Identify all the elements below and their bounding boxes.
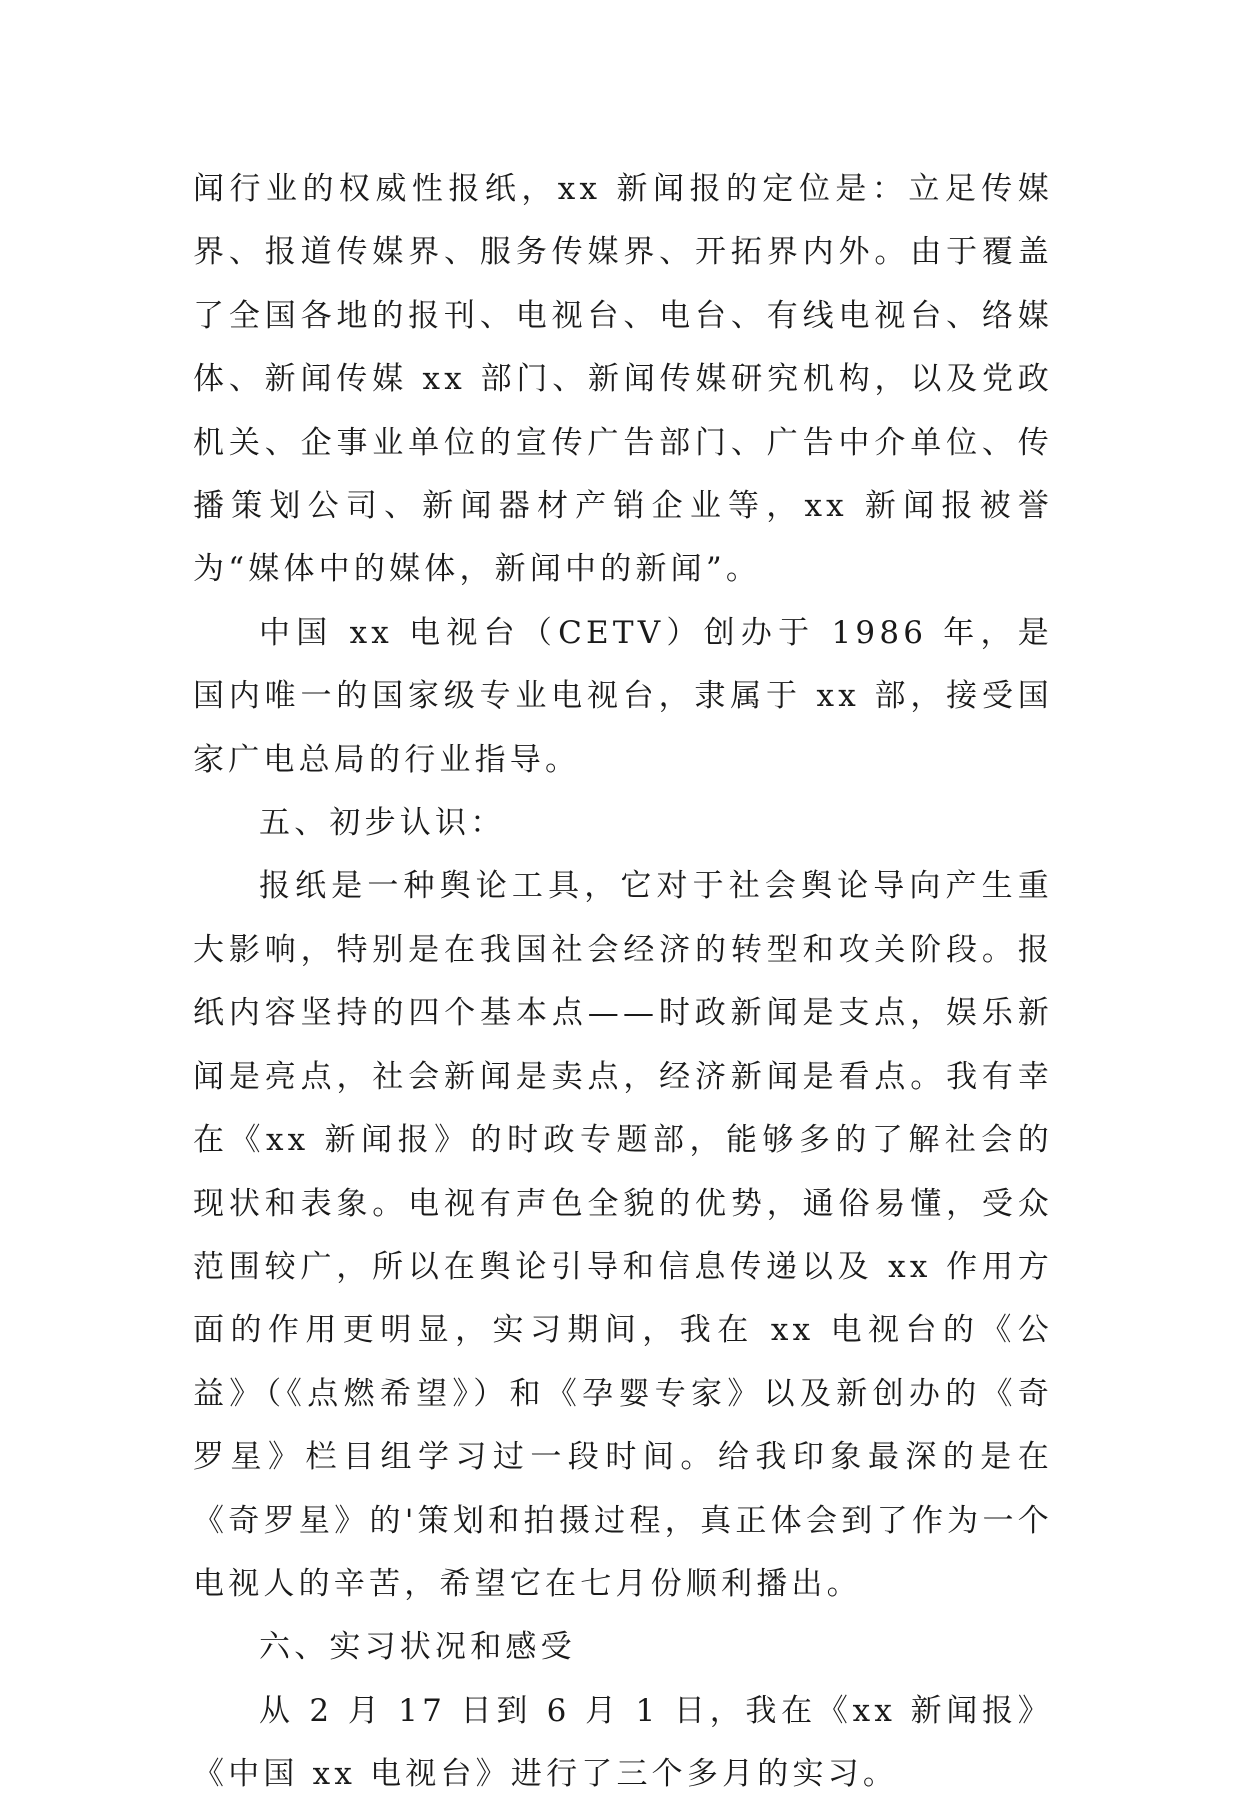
document-body — [193, 158, 1053, 1807]
paragraph-media-newspaper-intro: 闻行业的权威性报纸，xx 新闻报的定位是：立足传媒界、报道传媒界、服务传媒界、开拓界内外。由于覆盖了全国各地的报刊、电视台、电台、有线电视台、络媒体、新闻传媒 xx 部门、新闻传媒研究机构，以及党政机关、企事业单位的宣传广告部门、广告中介单位、传播策划公司、新闻器材产销企业等，xx 新闻报被誉为“媒体中的媒体，新闻中的新闻”。 — [193, 171, 1053, 588]
paragraph-internship-period: 从 2 月 17 日到 6 月 1 日，我在《xx 新闻报》《中国 xx 电视台》进行了三个多月的实习。 — [193, 1692, 1053, 1793]
section-heading-internship-status: 六、实习状况和感受 — [259, 1629, 576, 1666]
paragraph-cetv-intro: 中国 xx 电视台（CETV）创办于 1986 年，是国内唯一的国家级专业电视台，隶属于 xx 部，接受国家广电总局的行业指导。 — [193, 614, 1053, 778]
paragraph-initial-understanding: 报纸是一种舆论工具，它对于社会舆论导向产生重大影响，特别是在我国社会经济的转型和攻关阶段。报纸内容坚持的四个基本点——时政新闻是支点，娱乐新闻是亮点，社会新闻是卖点，经济新闻是看点。我有幸在《xx 新闻报》的时政专题部，能够多的了解社会的现状和表象。电视有声色全貌的优势，通俗易懂，受众范围较广，所以在舆论引导和信息传递以及 xx 作用方面的作用更明显，实习期间，我在 xx 电视台的《公益》（《点燃希望》）和《孕婴专家》以及新创办的《奇罗星》栏目组学习过一段时间。给我印象最深的是在《奇罗星》的'策划和拍摄过程，真正体会到了作为一个电视人的辛苦，希望它在七月份顺利播出。 — [193, 868, 1053, 1602]
section-heading-initial-understanding: 五、初步认识： — [259, 805, 506, 842]
